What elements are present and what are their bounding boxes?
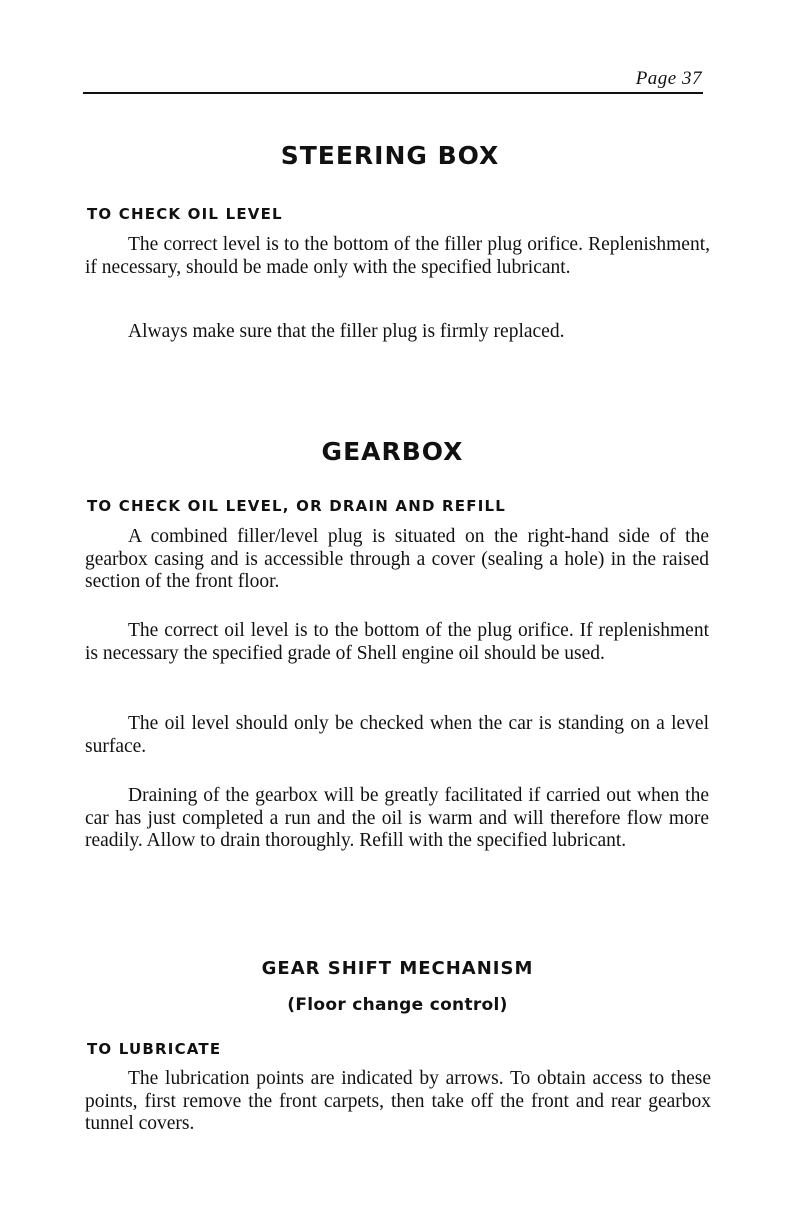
gearbox-paragraph-1: A combined filler/level plug is situated on the right-hand side of the gearbox casing and is accessible through a cover (sealing a hole) in the raised section of the front floor. bbox=[85, 526, 709, 592]
gear-shift-title: GEAR SHIFT MECHANISM bbox=[261, 958, 534, 979]
page-number: Page 37 bbox=[635, 68, 702, 89]
gearbox-subhead: TO CHECK OIL LEVEL, OR DRAIN AND REFILL bbox=[87, 497, 506, 515]
gearbox-paragraph-3: The oil level should only be checked when the car is standing on a level surface. bbox=[85, 713, 709, 757]
gear-shift-paragraph-1: The lubrication points are indicated by arrows. To obtain access to these points, first remove the front carpets, then take off the front and rear gearbox tunnel covers. bbox=[85, 1068, 711, 1134]
steering-box-paragraph-2: Always make sure that the filler plug is firmly replaced. bbox=[128, 321, 565, 342]
gear-shift-subhead: TO LUBRICATE bbox=[87, 1040, 222, 1058]
header-rule bbox=[83, 92, 703, 94]
gearbox-title: GEARBOX bbox=[321, 437, 464, 466]
gearbox-paragraph-2: The correct oil level is to the bottom of the plug orifice. If replenishment is necessary the specified grade of Shell engine oil should be used. bbox=[85, 620, 709, 664]
steering-box-paragraph-1: The correct level is to the bottom of the filler plug orifice. Replenishment, if necessary, should be made only with the specified lubricant. bbox=[85, 234, 710, 278]
steering-box-title: STEERING BOX bbox=[280, 141, 500, 170]
gearbox-paragraph-4: Draining of the gearbox will be greatly facilitated if carried out when the car has just completed a run and the oil is warm and will therefore flow more readily. Allow to drain thoroughly. Refill with the specified lubricant. bbox=[85, 785, 709, 851]
gear-shift-subtitle: (Floor change control) bbox=[287, 995, 508, 1015]
steering-box-subhead: TO CHECK OIL LEVEL bbox=[87, 205, 283, 223]
